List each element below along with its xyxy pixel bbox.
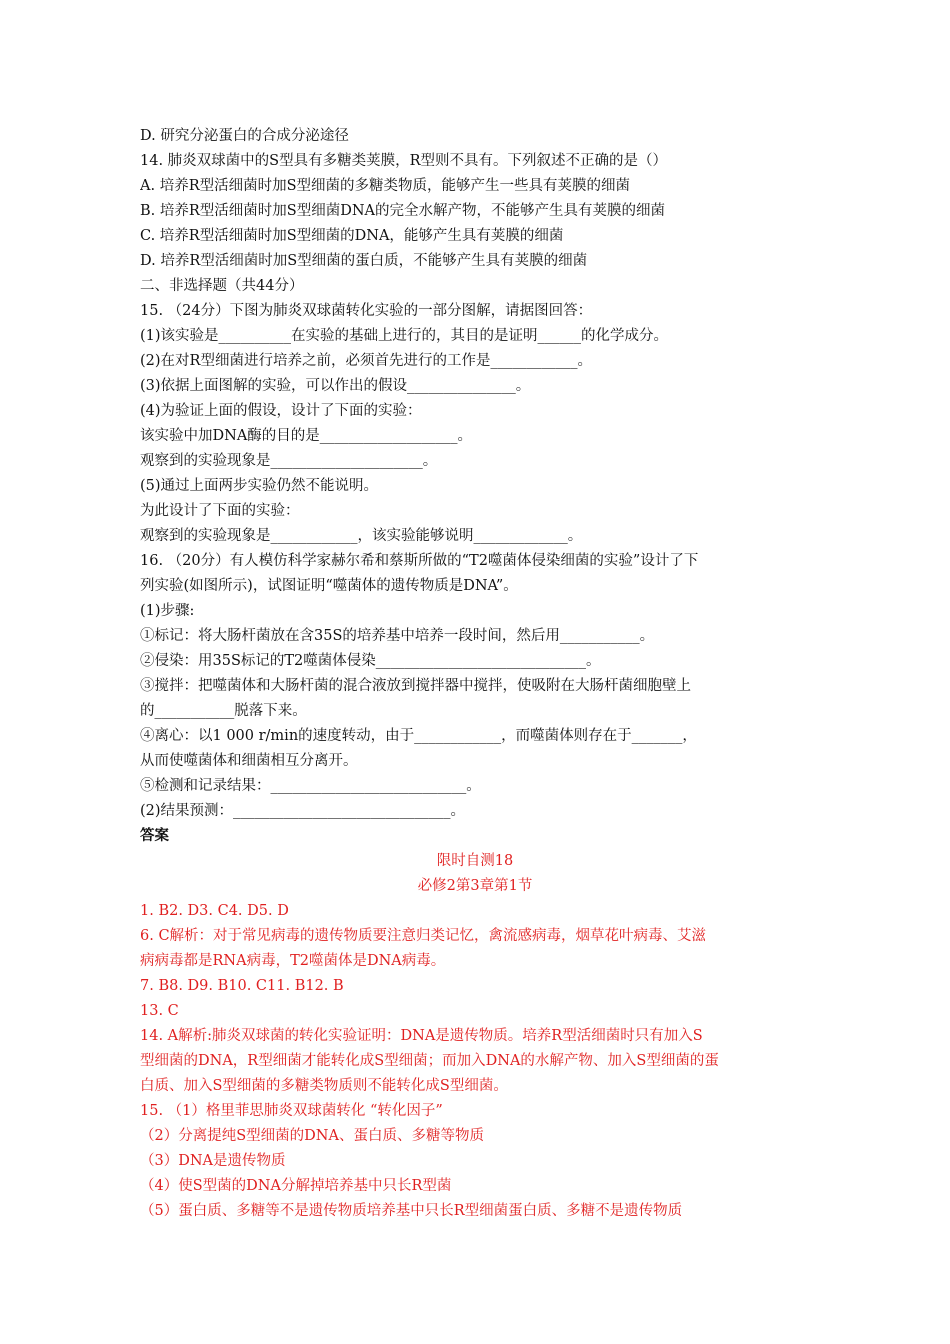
question-line: C. 培养R型活细菌时加S型细菌的DNA，能够产生具有荚膜的细菌 <box>140 228 564 244</box>
answer-line: 病病毒都是RNA病毒，T2噬菌体是DNA病毒。 <box>140 953 446 969</box>
question-line: 列实验(如图所示)，试图证明“噬菌体的遗传物质是DNA”。 <box>140 578 518 594</box>
question-line: (1)步骤: <box>140 603 195 619</box>
question-line: 从而使噬菌体和细菌相互分离开。 <box>140 753 358 769</box>
answer-title: 限时自测18 <box>436 853 514 869</box>
question-line: (1)该实验是__________在实验的基础上进行的，其目的是证明______的化学成分。 <box>140 328 669 344</box>
answer-line: 13. C <box>140 1003 179 1019</box>
question-line: 观察到的实验现象是____________，该实验能够说明_____________。 <box>140 528 583 544</box>
question-line: 15. （24分）下图为肺炎双球菌转化实验的一部分图解，请据图回答： <box>140 303 593 319</box>
question-line: (3)依据上面图解的实验，可以作出的假设_______________。 <box>140 378 531 394</box>
answer-line: 7. B8. D9. B10. C11. B12. B <box>140 978 344 994</box>
answer-line: 白质、加入S型细菌的多糖类物质则不能转化成S型细菌。 <box>140 1078 508 1094</box>
question-line: B. 培养R型活细菌时加S型细菌DNA的完全水解产物，不能够产生具有荚膜的细菌 <box>140 203 666 219</box>
question-line: 观察到的实验现象是_____________________。 <box>140 453 438 469</box>
question-line: (4)为验证上面的假设，设计了下面的实验： <box>140 403 422 419</box>
answer-line: 1. B2. D3. C4. D5. D <box>140 903 289 919</box>
question-line: A. 培养R型活细菌时加S型细菌的多糖类物质，能够产生一些具有荚膜的细菌 <box>140 178 631 194</box>
section-heading: 二、非选择题（共44分） <box>140 278 304 294</box>
question-line: (2)在对R型细菌进行培养之前，必须首先进行的工作是____________。 <box>140 353 592 369</box>
question-line: 的___________脱落下来。 <box>140 703 307 719</box>
answer-line: 14. A解析:肺炎双球菌的转化实验证明：DNA是遗传物质。培养R型活细菌时只有加入S <box>140 1028 703 1044</box>
question-line: ③搅拌：把噬菌体和大肠杆菌的混合液放到搅拌器中搅拌，使吸附在大肠杆菌细胞壁上 <box>140 678 691 694</box>
question-line: ②侵染：用35S标记的T2噬菌体侵染_____________________________。 <box>140 653 601 669</box>
question-line: 14. 肺炎双球菌中的S型具有多糖类荚膜，R型则不具有。下列叙述不正确的是（） <box>140 153 668 169</box>
answer-line: 型细菌的DNA，R型细菌才能转化成S型细菌；而加入DNA的水解产物、加入S型细菌的蛋 <box>140 1053 719 1069</box>
question-line: ⑤检测和记录结果：___________________________。 <box>140 778 481 794</box>
question-line: ①标记：将大肠杆菌放在含35S的培养基中培养一段时间，然后用___________。 <box>140 628 655 644</box>
question-line: (5)通过上面两步实验仍然不能说明。 <box>140 478 379 494</box>
answer-line: （3）DNA是遗传物质 <box>140 1153 286 1169</box>
question-line: 为此设计了下面的实验： <box>140 503 300 519</box>
question-line: 16. （20分）有人模仿科学家赫尔希和蔡斯所做的“T2噬菌体侵染细菌的实验”设计了下 <box>140 553 699 569</box>
answer-line: （4）使S型菌的DNA分解掉培养基中只长R型菌 <box>140 1178 452 1194</box>
answer-line: 6. C解析：对于常见病毒的遗传物质要注意归类记忆，禽流感病毒，烟草花叶病毒、艾滋 <box>140 928 707 944</box>
question-line: D. 培养R型活细菌时加S型细菌的蛋白质，不能够产生具有荚膜的细菌 <box>140 253 588 269</box>
answer-heading: 答案 <box>140 828 169 844</box>
answer-line: 15. （1）格里菲思肺炎双球菌转化 “转化因子” <box>140 1103 443 1119</box>
answer-line: （5）蛋白质、多糖等不是遗传物质培养基中只长R型细菌蛋白质、多糖不是遗传物质 <box>140 1203 683 1219</box>
question-line: D. 研究分泌蛋白的合成分泌途径 <box>140 128 349 144</box>
question-line: 该实验中加DNA酶的目的是___________________。 <box>140 428 473 444</box>
question-line: (2)结果预测：______________________________。 <box>140 803 466 819</box>
question-line: ④离心：以1 000 r/min的速度转动，由于____________，而噬菌体则存在于_______， <box>140 728 697 744</box>
answer-subtitle: 必修2第3章第1节 <box>417 878 533 894</box>
answer-line: （2）分离提纯S型细菌的DNA、蛋白质、多糖等物质 <box>140 1128 484 1144</box>
